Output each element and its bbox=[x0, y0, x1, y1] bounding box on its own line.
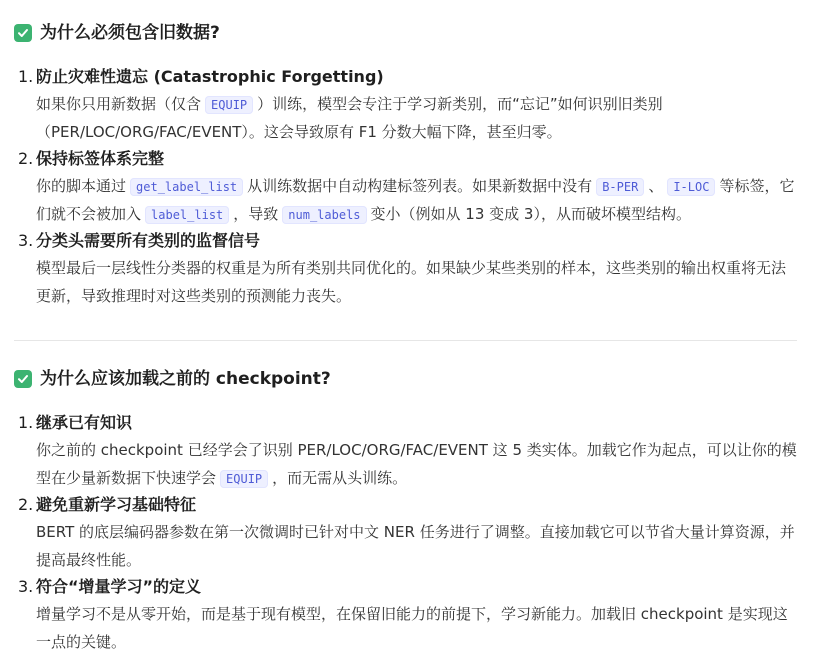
inline-code: get_label_list bbox=[130, 178, 243, 196]
item-number: 2. bbox=[18, 495, 34, 514]
check-square-icon bbox=[14, 24, 32, 42]
body-text: 、 bbox=[648, 177, 664, 195]
body-text: 如果你只用新数据（仅含 bbox=[36, 95, 202, 113]
body-text: BERT 的底层编码器参数在第一次微调时已针对中文 NER 任务进行了调整。直接加载它可以节省大量计算资源，并提高最终性能。 bbox=[36, 523, 795, 569]
reasons-list bbox=[18, 410, 797, 656]
body-text: 你的脚本通过 bbox=[36, 177, 127, 195]
item-number: 2. bbox=[18, 149, 34, 168]
item-number: 3. bbox=[18, 231, 34, 250]
inline-code: I-LOC bbox=[667, 178, 715, 196]
list-item bbox=[18, 228, 797, 310]
check-square-icon bbox=[14, 370, 32, 388]
list-item bbox=[18, 492, 797, 574]
item-title: 继承已有知识 bbox=[36, 413, 133, 432]
body-text: 等标签，它们就不会被加入 bbox=[36, 177, 795, 223]
list-item bbox=[18, 410, 797, 492]
body-text: 模型最后一层线性分类器的权重是为所有类别共同优化的。如果缺少某些类别的样本，这些类别的输出权重将无法更新，导致推理时对这些类别的预测能力丧失。 bbox=[36, 259, 787, 305]
item-body bbox=[36, 254, 797, 310]
list-item bbox=[18, 146, 797, 228]
item-body bbox=[36, 600, 797, 656]
item-title: 防止灾难性遗忘 (Catastrophic Forgetting) bbox=[36, 67, 384, 86]
body-text: 变小（例如从 13 变成 3），从而破坏模型结构。 bbox=[370, 205, 691, 223]
item-title: 分类头需要所有类别的监督信号 bbox=[36, 231, 261, 250]
item-body bbox=[36, 518, 797, 574]
body-text: ，导致 bbox=[233, 205, 279, 223]
body-text: ，而无需从头训练。 bbox=[272, 469, 408, 487]
inline-code: EQUIP bbox=[220, 470, 268, 488]
item-number: 3. bbox=[18, 577, 34, 596]
item-body bbox=[36, 90, 797, 146]
section-heading bbox=[14, 21, 220, 45]
inline-code: B-PER bbox=[596, 178, 644, 196]
body-text: 你之前的 checkpoint 已经学会了识别 PER/LOC/ORG/FAC/EVENT 这 5 类实体。加载它作为起点，可以让你的模型在少量新数据下快速学会 bbox=[36, 441, 797, 487]
item-title: 符合“增量学习”的定义 bbox=[36, 577, 202, 596]
section-heading-text: 为什么应该加载之前的 checkpoint? bbox=[40, 369, 331, 389]
inline-code: label_list bbox=[145, 206, 229, 224]
item-number: 1. bbox=[18, 413, 34, 432]
section-divider bbox=[14, 340, 797, 341]
section-heading-text: 为什么必须包含旧数据? bbox=[40, 23, 220, 43]
item-body bbox=[36, 436, 797, 492]
inline-code: EQUIP bbox=[205, 96, 253, 114]
item-body bbox=[36, 172, 797, 228]
section-heading bbox=[14, 367, 331, 391]
body-text: 从训练数据中自动构建标签列表。如果新数据中没有 bbox=[247, 177, 593, 195]
item-title: 避免重新学习基础特征 bbox=[36, 495, 197, 514]
item-number: 1. bbox=[18, 67, 34, 86]
reasons-list bbox=[18, 64, 797, 310]
body-text: 增量学习不是从零开始，而是基于现有模型，在保留旧能力的前提下，学习新能力。加载旧 checkpoint 是实现这一点的关键。 bbox=[36, 605, 788, 651]
list-item bbox=[18, 574, 797, 656]
list-item bbox=[18, 64, 797, 146]
inline-code: num_labels bbox=[282, 206, 366, 224]
item-title: 保持标签体系完整 bbox=[36, 149, 165, 168]
body-text: ）训练，模型会专注于学习新类别，而“忘记”如何识别旧类别（PER/LOC/ORG/FAC/EVENT）。这会导致原有 F1 分数大幅下降，甚至归零。 bbox=[36, 95, 663, 141]
